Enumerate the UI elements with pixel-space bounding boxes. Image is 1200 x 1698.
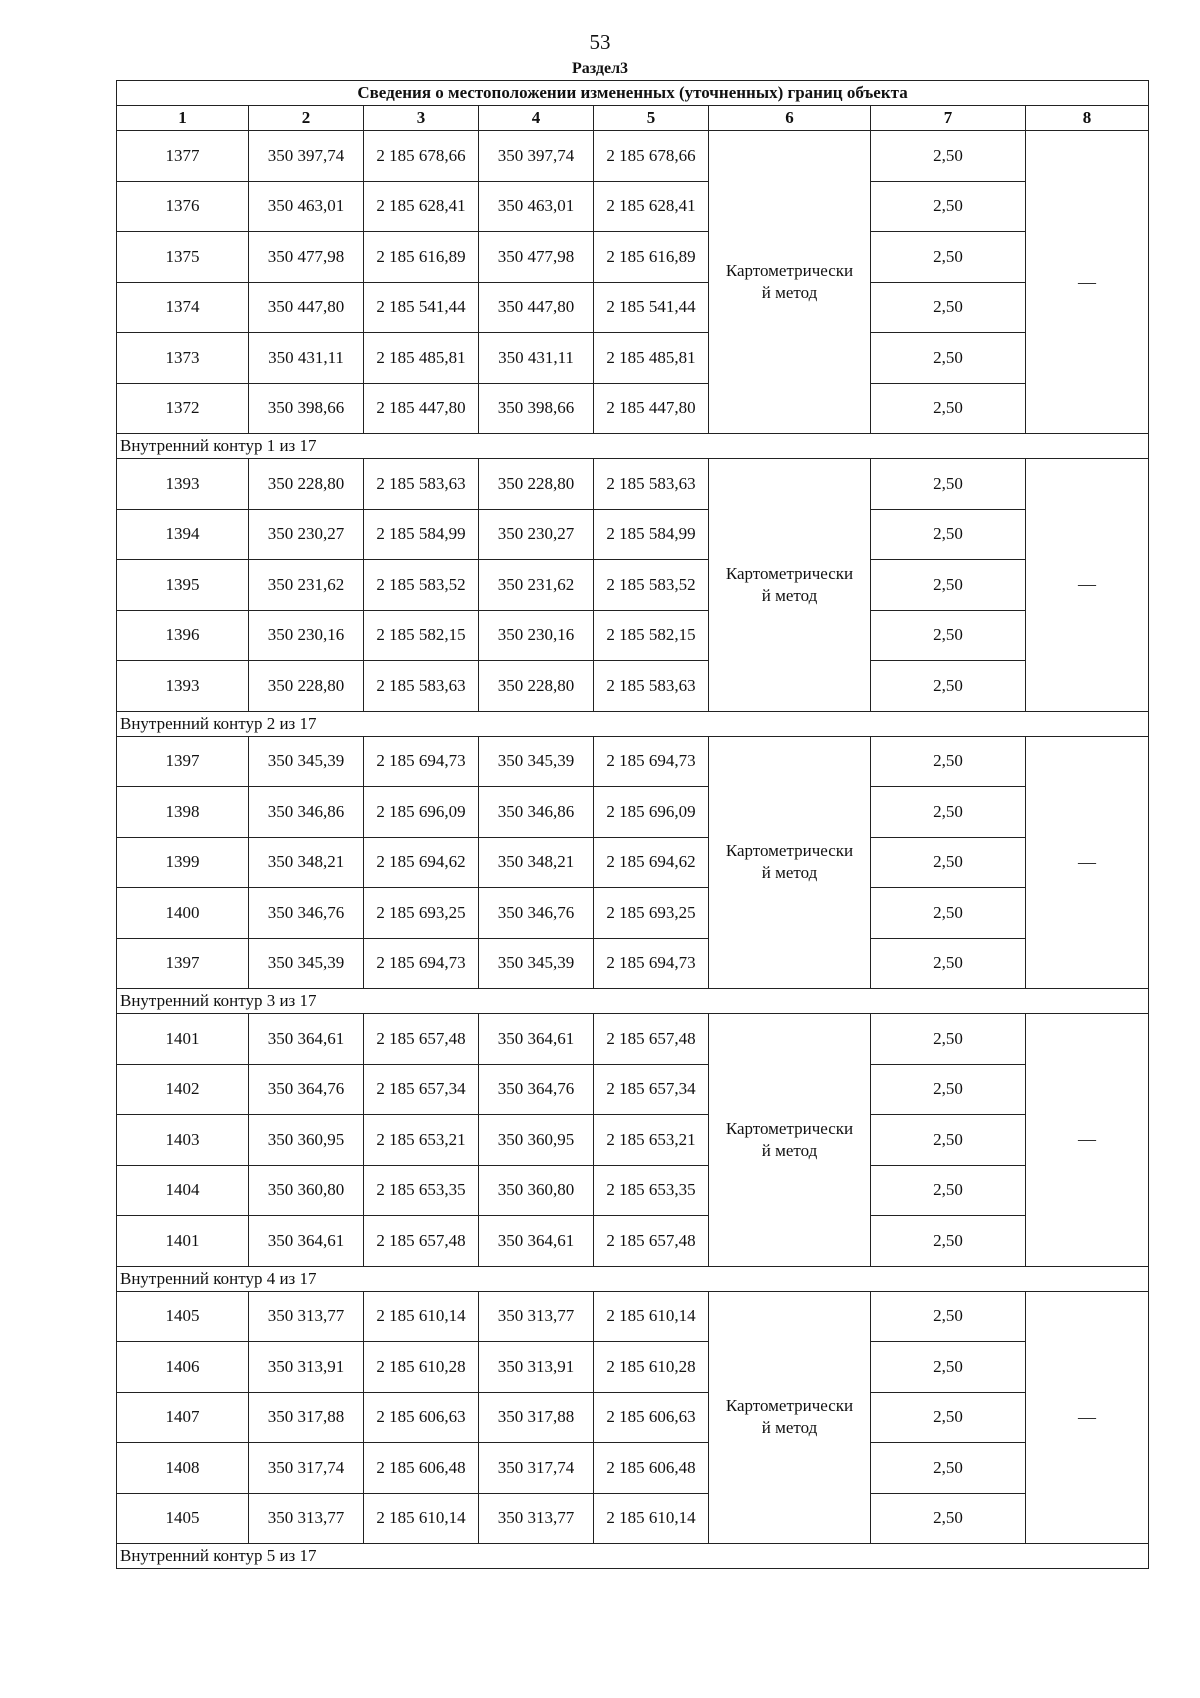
method-line: й метод	[761, 1140, 818, 1160]
table-cell: 2,50	[871, 181, 1026, 232]
table-row	[117, 1115, 1149, 1166]
table-cell: 1374	[117, 282, 249, 333]
table-cell: 350 317,88	[249, 1392, 364, 1443]
section-title: Раздел3	[571, 60, 629, 77]
table-cell: 2,50	[871, 1064, 1026, 1115]
table-cell: 2 185 657,48	[594, 1216, 709, 1267]
table-cell: 350 447,80	[249, 282, 364, 333]
table-cell: 350 228,80	[479, 661, 594, 712]
table-cell: 2,50	[871, 736, 1026, 787]
table-cell: 2,50	[871, 459, 1026, 510]
table-cell: 350 397,74	[249, 131, 364, 182]
contour-label-row	[117, 1544, 1149, 1569]
table-cell: 2 185 653,35	[364, 1165, 479, 1216]
table-cell: 2 185 653,35	[594, 1165, 709, 1216]
contour-label: Внутренний контур 5 из 17	[117, 1544, 1149, 1569]
table-cell: 350 345,39	[479, 938, 594, 989]
column-header: 7	[871, 106, 1026, 131]
table-row	[117, 888, 1149, 939]
table-cell: 1408	[117, 1443, 249, 1494]
table-cell: 350 230,27	[479, 509, 594, 560]
table-row	[117, 509, 1149, 560]
table-cell: 1398	[117, 787, 249, 838]
table-cell: 350 228,80	[249, 459, 364, 510]
contour-label: Внутренний контур 4 из 17	[117, 1266, 1149, 1291]
table-cell: 2 185 583,52	[364, 560, 479, 611]
table-cell: 2 185 485,81	[364, 333, 479, 384]
table-cell: 2 185 485,81	[594, 333, 709, 384]
table-cell: 1375	[117, 232, 249, 283]
table-cell: 350 317,88	[479, 1392, 594, 1443]
table-cell: 2 185 694,73	[364, 736, 479, 787]
table-row	[117, 560, 1149, 611]
table-cell: 2 185 447,80	[594, 383, 709, 434]
method-line: Картометрически	[725, 1118, 854, 1138]
table-cell: 2,50	[871, 787, 1026, 838]
table-cell: 2,50	[871, 509, 1026, 560]
column-header: 5	[594, 106, 709, 131]
table-row	[117, 282, 1149, 333]
table-row	[117, 333, 1149, 384]
table-cell: 2,50	[871, 282, 1026, 333]
table-cell: 1377	[117, 131, 249, 182]
table-cell: 350 360,95	[479, 1115, 594, 1166]
table-row	[117, 1342, 1149, 1393]
table-cell: 2,50	[871, 232, 1026, 283]
table-cell: 350 463,01	[249, 181, 364, 232]
table-cell: 350 431,11	[249, 333, 364, 384]
column-header: 4	[479, 106, 594, 131]
table-cell: 2 185 606,48	[594, 1443, 709, 1494]
table-row	[117, 232, 1149, 283]
table-cell: 2 185 628,41	[594, 181, 709, 232]
table-cell: 2 185 606,63	[594, 1392, 709, 1443]
table-row	[117, 1064, 1149, 1115]
table-cell: 2 185 694,73	[364, 938, 479, 989]
table-cell: 350 348,21	[479, 837, 594, 888]
table-cell: 2 185 610,14	[364, 1493, 479, 1544]
table-cell: 2 185 610,14	[594, 1291, 709, 1342]
table-cell: 2 185 657,48	[364, 1216, 479, 1267]
table-cell: 350 317,74	[479, 1443, 594, 1494]
table-cell: 350 360,95	[249, 1115, 364, 1166]
table-cell: 2,50	[871, 1014, 1026, 1065]
column-8-cell: —	[1026, 1014, 1149, 1267]
table-cell: 1399	[117, 837, 249, 888]
method-line: Картометрически	[725, 841, 854, 861]
table-cell: 350 230,16	[479, 610, 594, 661]
table-row	[117, 1443, 1149, 1494]
table-row	[117, 1493, 1149, 1544]
table-row	[117, 787, 1149, 838]
table-row	[117, 610, 1149, 661]
table-cell: 350 228,80	[479, 459, 594, 510]
table-cell: 350 230,16	[249, 610, 364, 661]
table-cell: 350 397,74	[479, 131, 594, 182]
table-cell: 2,50	[871, 888, 1026, 939]
table-cell: 2,50	[871, 1443, 1026, 1494]
page-number: 53	[589, 30, 611, 54]
table-cell: 350 313,91	[479, 1342, 594, 1393]
table-cell: 2,50	[871, 1291, 1026, 1342]
table-cell: 2,50	[871, 1115, 1026, 1166]
table-cell: 2 185 628,41	[364, 181, 479, 232]
table-cell: 350 477,98	[479, 232, 594, 283]
table-cell: 350 345,39	[249, 938, 364, 989]
table-row	[117, 1392, 1149, 1443]
table-row	[117, 736, 1149, 787]
table-cell: 350 231,62	[479, 560, 594, 611]
table-cell: 2,50	[871, 610, 1026, 661]
table-cell: 1401	[117, 1216, 249, 1267]
table-cell: 350 398,66	[479, 383, 594, 434]
method-line: й метод	[761, 863, 818, 883]
table-cell: 1393	[117, 459, 249, 510]
table-row	[117, 661, 1149, 712]
table-cell: 350 231,62	[249, 560, 364, 611]
table-cell: 2,50	[871, 1493, 1026, 1544]
contour-label-row	[117, 1266, 1149, 1291]
table-cell: 350 346,76	[479, 888, 594, 939]
method-cell	[709, 1291, 871, 1544]
method-cell	[709, 131, 871, 434]
table-cell: 1395	[117, 560, 249, 611]
table-cell: 350 364,76	[249, 1064, 364, 1115]
table-header-row	[117, 106, 1149, 131]
table-cell: 1400	[117, 888, 249, 939]
table-cell: 2,50	[871, 938, 1026, 989]
table-cell: 1396	[117, 610, 249, 661]
table-cell: 2 185 610,14	[364, 1291, 479, 1342]
method-line: Картометрически	[725, 563, 854, 583]
table-cell: 350 345,39	[249, 736, 364, 787]
table-cell: 2 185 610,28	[364, 1342, 479, 1393]
table-cell: 1405	[117, 1493, 249, 1544]
table-cell: 2 185 447,80	[364, 383, 479, 434]
table-cell: 2 185 693,25	[594, 888, 709, 939]
column-8-cell: —	[1026, 736, 1149, 989]
table-row	[117, 1014, 1149, 1065]
table-cell: 2,50	[871, 1342, 1026, 1393]
table-cell: 2 185 582,15	[364, 610, 479, 661]
table-cell: 2 185 606,63	[364, 1392, 479, 1443]
table-row	[117, 1165, 1149, 1216]
table-cell: 350 228,80	[249, 661, 364, 712]
table-cell: 1394	[117, 509, 249, 560]
table-cell: 350 463,01	[479, 181, 594, 232]
table-cell: 2 185 694,73	[594, 736, 709, 787]
table-cell: 2 185 616,89	[594, 232, 709, 283]
table-caption-row	[117, 81, 1149, 106]
table-cell: 1372	[117, 383, 249, 434]
table-cell: 2 185 583,52	[594, 560, 709, 611]
table-cell: 350 345,39	[479, 736, 594, 787]
column-header: 2	[249, 106, 364, 131]
table-cell: 2,50	[871, 560, 1026, 611]
table-cell: 350 431,11	[479, 333, 594, 384]
table-cell: 350 313,91	[249, 1342, 364, 1393]
table-cell: 350 346,86	[249, 787, 364, 838]
table-cell: 2 185 657,34	[594, 1064, 709, 1115]
table-cell: 2 185 657,48	[364, 1014, 479, 1065]
table-cell: 350 364,76	[479, 1064, 594, 1115]
table-cell: 2,50	[871, 383, 1026, 434]
column-header: 8	[1026, 106, 1149, 131]
table-cell: 350 398,66	[249, 383, 364, 434]
table-cell: 1397	[117, 938, 249, 989]
table-row	[117, 837, 1149, 888]
table-cell: 350 313,77	[479, 1493, 594, 1544]
column-8-cell: —	[1026, 459, 1149, 712]
table-row	[117, 459, 1149, 510]
table-row	[117, 938, 1149, 989]
table-cell: 1401	[117, 1014, 249, 1065]
table-cell: 2 185 657,34	[364, 1064, 479, 1115]
table-cell: 2 185 653,21	[364, 1115, 479, 1166]
table-cell: 2 185 583,63	[364, 459, 479, 510]
table-cell: 1393	[117, 661, 249, 712]
table-cell: 2,50	[871, 131, 1026, 182]
contour-label: Внутренний контур 3 из 17	[117, 989, 1149, 1014]
table-cell: 2 185 696,09	[364, 787, 479, 838]
table-cell: 1406	[117, 1342, 249, 1393]
table-cell: 2 185 678,66	[594, 131, 709, 182]
column-header: 3	[364, 106, 479, 131]
table-cell: 350 447,80	[479, 282, 594, 333]
table-cell: 2,50	[871, 837, 1026, 888]
table-cell: 350 360,80	[249, 1165, 364, 1216]
table-cell: 350 313,77	[479, 1291, 594, 1342]
table-cell: 2 185 694,62	[364, 837, 479, 888]
table-cell: 2 185 583,63	[594, 459, 709, 510]
table-cell: 2 185 616,89	[364, 232, 479, 283]
column-8-cell: —	[1026, 1291, 1149, 1544]
column-header: 6	[709, 106, 871, 131]
table-cell: 2 185 583,63	[364, 661, 479, 712]
table-cell: 350 313,77	[249, 1291, 364, 1342]
table-cell: 2 185 541,44	[364, 282, 479, 333]
table-cell: 1376	[117, 181, 249, 232]
method-line: й метод	[761, 283, 818, 302]
column-8-cell: —	[1026, 131, 1149, 434]
table-cell: 350 346,86	[479, 787, 594, 838]
table-cell: 2 185 583,63	[594, 661, 709, 712]
table-cell: 2 185 694,73	[594, 938, 709, 989]
table-cell: 350 317,74	[249, 1443, 364, 1494]
table-cell: 2 185 696,09	[594, 787, 709, 838]
table-cell: 2 185 582,15	[594, 610, 709, 661]
table-row	[117, 181, 1149, 232]
table-cell: 2,50	[871, 661, 1026, 712]
method-cell	[709, 459, 871, 712]
table-cell: 2 185 694,62	[594, 837, 709, 888]
table-cell: 350 364,61	[479, 1014, 594, 1065]
method-line: й метод	[761, 1418, 818, 1438]
table-cell: 1404	[117, 1165, 249, 1216]
method-cell	[709, 736, 871, 989]
table-cell: 350 477,98	[249, 232, 364, 283]
table-cell: 350 364,61	[249, 1216, 364, 1267]
table-cell: 2 185 584,99	[594, 509, 709, 560]
table-cell: 2,50	[871, 1392, 1026, 1443]
column-header: 1	[117, 106, 249, 131]
method-line: Картометрически	[725, 261, 854, 280]
table-cell: 2 185 693,25	[364, 888, 479, 939]
table-row	[117, 1216, 1149, 1267]
table-cell: 1403	[117, 1115, 249, 1166]
table-cell: 2 185 584,99	[364, 509, 479, 560]
method-line: Картометрически	[725, 1396, 854, 1416]
table-cell: 1373	[117, 333, 249, 384]
table-cell: 1407	[117, 1392, 249, 1443]
coordinates-table	[116, 80, 1149, 1569]
method-line: й метод	[761, 585, 818, 605]
table-cell: 2 185 657,48	[594, 1014, 709, 1065]
table-row	[117, 131, 1149, 182]
table-cell: 2 185 678,66	[364, 131, 479, 182]
contour-label: Внутренний контур 1 из 17	[117, 434, 1149, 459]
table-row	[117, 1291, 1149, 1342]
table-cell: 1405	[117, 1291, 249, 1342]
table-cell: 1397	[117, 736, 249, 787]
table-cell: 2 185 606,48	[364, 1443, 479, 1494]
contour-label-row	[117, 434, 1149, 459]
table-row	[117, 383, 1149, 434]
contour-label-row	[117, 711, 1149, 736]
table-cell: 350 360,80	[479, 1165, 594, 1216]
table-cell: 2,50	[871, 333, 1026, 384]
table-cell: 2 185 610,14	[594, 1493, 709, 1544]
table-cell: 2,50	[871, 1216, 1026, 1267]
table-cell: 2 185 541,44	[594, 282, 709, 333]
table-cell: 350 364,61	[479, 1216, 594, 1267]
table-cell: 2 185 653,21	[594, 1115, 709, 1166]
method-cell	[709, 1014, 871, 1267]
contour-label-row	[117, 989, 1149, 1014]
table-cell: 350 364,61	[249, 1014, 364, 1065]
table-cell: 2 185 610,28	[594, 1342, 709, 1393]
table-cell: 1402	[117, 1064, 249, 1115]
table-cell: 350 346,76	[249, 888, 364, 939]
contour-label: Внутренний контур 2 из 17	[117, 711, 1149, 736]
table-cell: 350 313,77	[249, 1493, 364, 1544]
table-cell: 350 230,27	[249, 509, 364, 560]
table-cell: 2,50	[871, 1165, 1026, 1216]
table-caption: Сведения о местоположении измененных (уточненных) границ объекта	[117, 81, 1149, 106]
table-cell: 350 348,21	[249, 837, 364, 888]
